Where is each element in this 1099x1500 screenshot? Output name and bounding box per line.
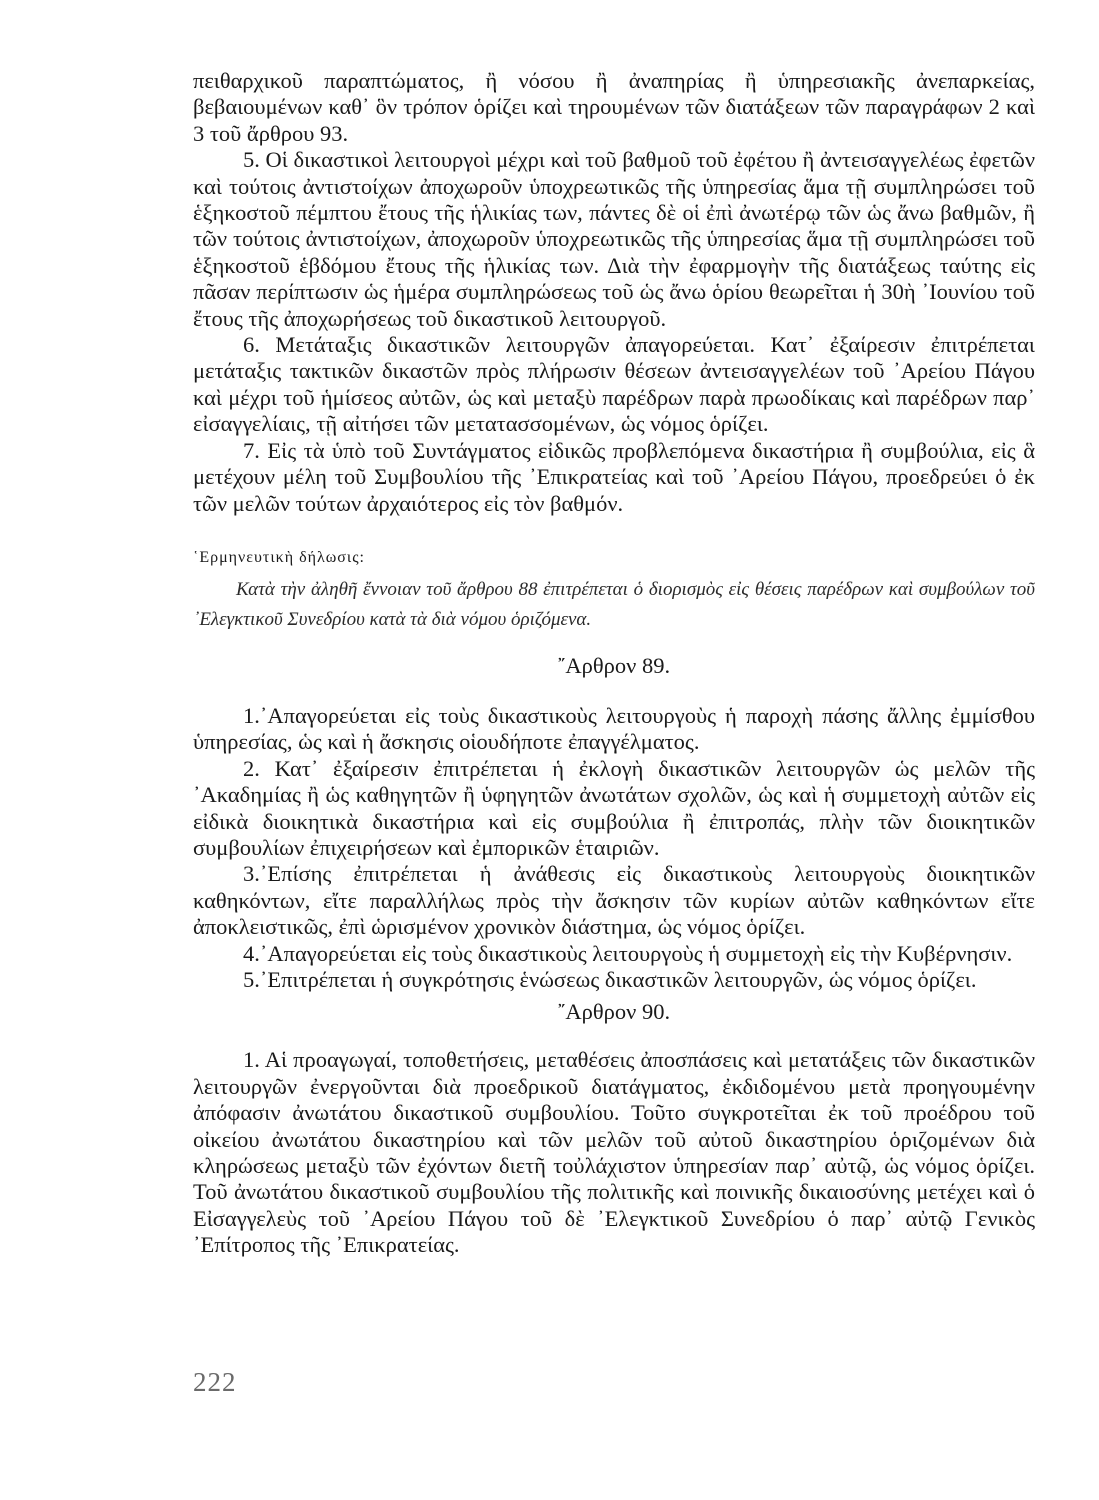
paragraph-7: 7. Εἰς τὰ ὑπὸ τοῦ Συντάγματος εἰδικῶς προβλεπόμενα δικαστήρια ἢ συμβούλια, εἰς ἃ μετέχουν μέλη τοῦ Συμβουλίου τῆς ᾽Επικρατείας καὶ τοῦ ᾽Αρείου Πάγου, προεδρεύει ὁ ἐκ τῶν μελῶν τούτων ἀρχαιότερος εἰς τὸν βαθμόν. (193, 437, 1035, 516)
article-89-paragraph-2: 2. Κατ᾽ ἐξαίρεσιν ἐπιτρέπεται ἡ ἐκλογὴ δικαστικῶν λειτουργῶν ὡς μελῶν τῆς ᾽Ακαδημίας ἢ ὡς καθηγητῶν ἢ ὑφηγητῶν ἀνωτάτων σχολῶν, ὡς καὶ ἡ συμμετοχὴ αὐτῶν εἰς εἰδικὰ διοικητικὰ δικαστήρια καὶ εἰς συμβούλια ἢ ἐπιτροπάς, πλὴν τῶν διοικητικῶν συμβουλίων ἐπιχειρήσεων καὶ ἐμπορικῶν ἑταιριῶν. (193, 755, 1035, 860)
interpretive-statement-text: Κατὰ τὴν ἀληθῆ ἔννοιαν τοῦ ἄρθρου 88 ἐπιτρέπεται ὁ διορισμὸς εἰς θέσεις παρέδρων καὶ συμβούλων τοῦ ᾽Ελεγκτικοῦ Συνεδρίου κατὰ τὰ διὰ νόμου ὁριζόμενα. (193, 578, 1035, 630)
paragraph-6: 6. Μετάταξις δικαστικῶν λειτουργῶν ἀπαγορεύεται. Κατ᾽ ἐξαίρεσιν ἐπιτρέπεται μετάταξις τακτικῶν δικαστῶν πρὸς πλήρωσιν θέσεων ἀντεισαγγελέων τοῦ ᾽Αρείου Πάγου καὶ μέχρι τοῦ ἡμίσεος αὐτῶν, ὡς καὶ μεταξὺ παρέδρων παρὰ πρωοδίκαις καὶ παρέδρων παρ᾽ εἰσαγγελίαις, τῇ αἰτήσει τῶν μετατασσομένων, ὡς νόμος ὁρίζει. (193, 332, 1035, 437)
article-89-paragraph-4: 4.᾽Απαγορεύεται εἰς τοὺς δικαστικοὺς λειτουργοὺς ἡ συμμετοχὴ εἰς τὴν Κυβέρνησιν. (243, 940, 1013, 966)
interpretive-statement-label: ῾Ερμηνευτικὴ δήλωσις: (193, 548, 365, 566)
article-89-paragraph-1: 1.᾽Απαγορεύεται εἰς τοὺς δικαστικοὺς λειτουργοὺς ἡ παροχὴ πάσης ἄλλης ἐμμίσθου ὑπηρεσίας, ὡς καὶ ἡ ἄσκησις οἱουδήποτε ἐπαγγέλματος. (193, 702, 1035, 755)
article-90-title: ῎Αρθρον 90. (557, 999, 671, 1025)
article-89-paragraph-3: 3.᾽Επίσης ἐπιτρέπεται ἡ ἀνάθεσις εἰς δικαστικοὺς λειτουργοὺς διοικητικῶν καθηκόντων, εἴτε παραλλήλως πρὸς τὴν ἄσκησιν τῶν κυρίων αὐτῶν καθηκόντων εἴτε ἀποκλειστικῶς, ἐπὶ ὡρισμένον χρονικὸν διάστημα, ὡς νόμος ὁρίζει. (193, 861, 1035, 940)
article-90-paragraph-1: 1. Αἱ προαγωγαί, τοποθετήσεις, μεταθέσεις ἀποσπάσεις καὶ μετατάξεις τῶν δικαστικῶν λειτουργῶν ἐνεργοῦνται διὰ προεδρικοῦ διατάγματος, ἐκδιδομένου μετὰ προηγουμένην ἀπόφασιν ἀνωτάτου δικαστικοῦ συμβουλίου. Τοῦτο συγκροτεῖται ἐκ τοῦ προέδρου τοῦ οἰκείου ἀνωτάτου δικαστηρίου καὶ τῶν μελῶν τοῦ αὐτοῦ δικαστηρίου ὁριζομένων διὰ κληρώσεως μεταξὺ τῶν ἐχόντων διετῆ τοὐλάχιστον ὑπηρεσίαν παρ᾽ αὐτῷ, ὡς νόμος ὁρίζει. Τοῦ ἀνωτάτου δικαστικοῦ συμβουλίου τῆς πολιτικῆς καὶ ποινικῆς δικαιοσύνης μετέχει καὶ ὁ Εἰσαγγελεὺς τοῦ ᾽Αρείου Πάγου τοῦ δὲ ᾽Ελεγκτικοῦ Συνεδρίου ὁ παρ᾽ αὐτῷ Γενικὸς ᾽Επίτροπος τῆς ᾽Επικρατείας. (193, 1047, 1035, 1258)
paragraph-continuation: πειθαρχικοῦ παραπτώματος, ἢ νόσου ἢ ἀναπηρίας ἢ ὑπηρεσιακῆς ἀνεπαρκείας, βεβαιουμένων καθ᾽ ὃν τρόπον ὁρίζει καὶ τηρουμένων τῶν διατάξεων τῶν παραγράφων 2 καὶ 3 τοῦ ἄρθρου 93. (193, 68, 1035, 146)
page-body (193, 68, 1035, 1259)
article-89-title: ῎Αρθρον 89. (557, 652, 671, 678)
paragraph-5: 5. Οἱ δικαστικοὶ λειτουργοὶ μέχρι καὶ τοῦ βαθμοῦ τοῦ ἐφέτου ἢ ἀντεισαγγελέως ἐφετῶν καὶ τούτοις ἀντιστοίχων ἀποχωροῦν ὑποχρεωτικῶς τῆς ὑπηρεσίας ἅμα τῇ συμπληρώσει τοῦ ἑξηκοστοῦ πέμπτου ἔτους τῆς ἡλικίας των, πάντες δὲ οἱ ἐπὶ ἀνωτέρῳ τῶν ὡς ἄνω βαθμῶν, ἢ τῶν τούτοις ἀντιστοίχων, ἀποχωροῦν ὑποχρεωτικῶς τῆς ὑπηρεσίας ἅμα τῇ συμπληρώσει τοῦ ἑξηκοστοῦ ἑβδόμου ἔτους τῆς ἡλικίας των. Διὰ τὴν ἐφαρμογὴν τῆς διατάξεως ταύτης εἰς πᾶσαν περίπτωσιν ὡς ἡμέρα συμπληρώσεως τοῦ ὡς ἄνω ὁρίου θεωρεῖται ἡ 30ὴ ᾽Ιουνίου τοῦ ἔτους τῆς ἀποχωρήσεως τοῦ δικαστικοῦ λειτουργοῦ. (193, 147, 1035, 331)
page-number: 222 (193, 1367, 237, 1397)
article-89-paragraph-5: 5.᾽Επιτρέπεται ἡ συγκρότησις ἑνώσεως δικαστικῶν λειτουργῶν, ὡς νόμος ὁρίζει. (243, 966, 977, 992)
